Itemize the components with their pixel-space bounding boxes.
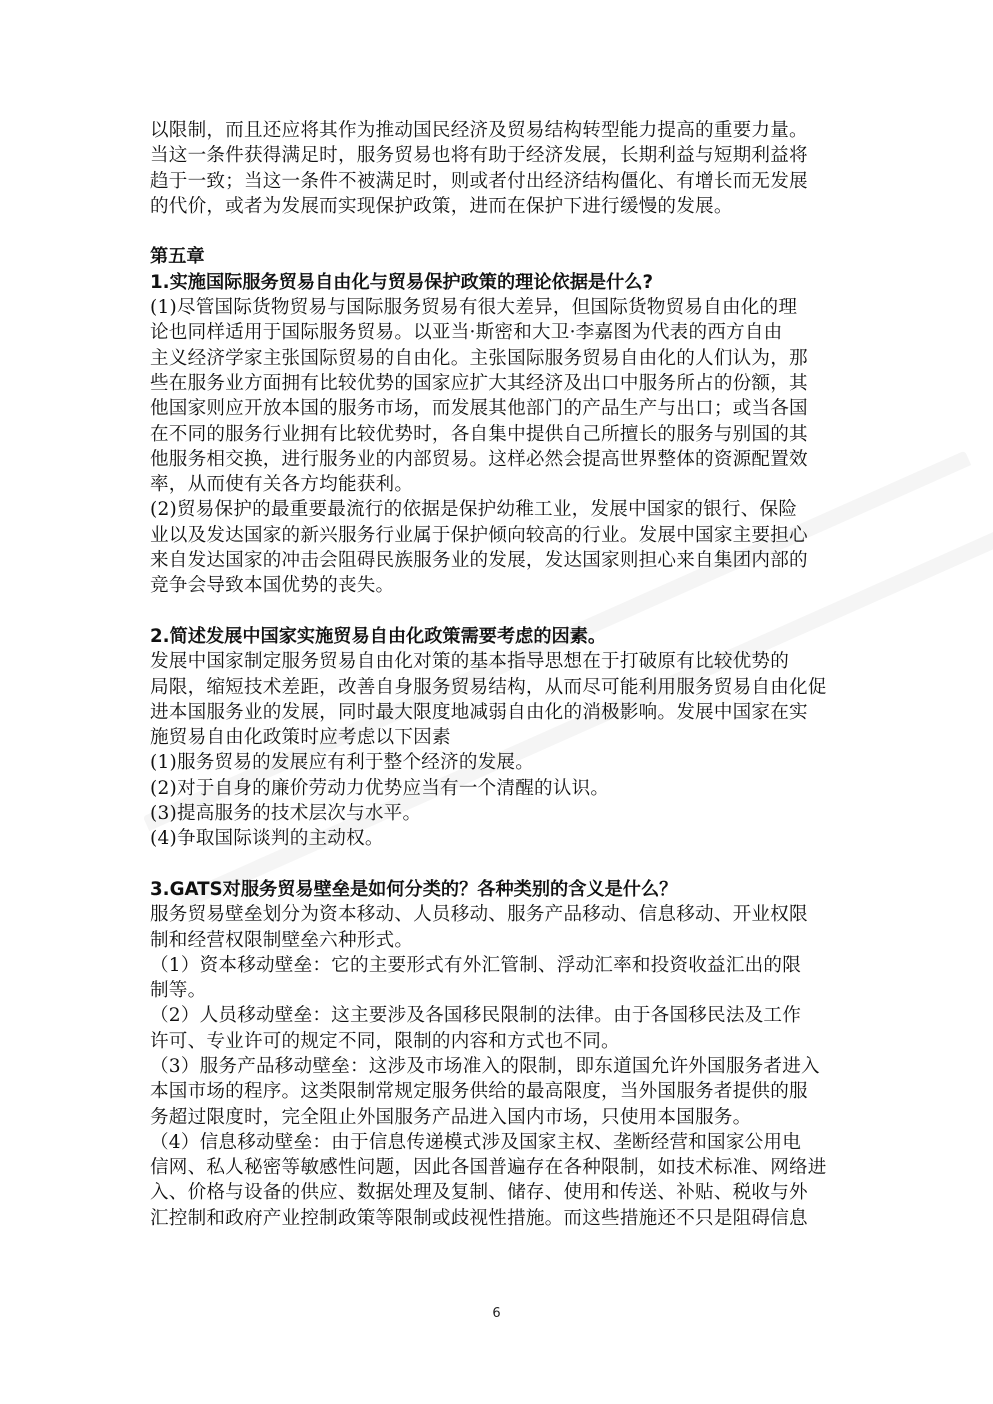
text-line: 许可、专业许可的规定不同，限制的内容和方式也不同。 — [150, 1030, 620, 1052]
text-line: （3）服务产品移动壁垒：这涉及市场准入的限制，即东道国允许外国服务者进入 — [150, 1055, 820, 1077]
text-line: （4）信息移动壁垒：由于信息传递模式涉及国家主权、垄断经营和国家公用电 — [150, 1131, 802, 1153]
question-3-title: 3.GATS对服务贸易壁垒是如何分类的？各种类别的含义是什么？ — [150, 878, 678, 900]
text-line: 发展中国家制定服务贸易自由化对策的基本指导思想在于打破原有比较优势的 — [150, 651, 789, 673]
text-line: 务超过限度时，完全阻止外国服务产品进入国内市场，只使用本国服务。 — [150, 1106, 752, 1128]
page-number: 6 — [492, 1306, 501, 1321]
spacer — [150, 852, 844, 877]
text-line: 的代价，或者为发展而实现保护政策，进而在保护下进行缓慢的发展。 — [150, 195, 733, 217]
text-line: 来自发达国家的冲击会阻碍民族服务业的发展，发达国家则担心来自集团内部的 — [150, 550, 808, 572]
text-line: 他国家则应开放本国的服务市场，而发展其他部门的产品生产与出口；或当各国 — [150, 398, 808, 420]
text-line: 制等。 — [150, 980, 207, 1002]
text-line: 些在服务业方面拥有比较优势的国家应扩大其经济及出口中服务所占的份额，其 — [150, 372, 808, 394]
text-line: (3)提高服务的技术层次与水平。 — [150, 803, 422, 825]
chapter-title: 第五章 — [150, 246, 205, 268]
text-line: （2）人员移动壁垒：这主要涉及各国移民限制的法律。由于各国移民法及工作 — [150, 1005, 802, 1027]
question-2-title: 2.简述发展中国家实施贸易自由化政策需要考虑的因素。 — [150, 625, 607, 647]
question-3-section — [150, 877, 844, 1231]
text-line: 在不同的服务行业拥有比较优势时，各自集中提供自己所擅长的服务与别国的其 — [150, 423, 808, 445]
page-content — [150, 118, 844, 1231]
text-line: (1)服务贸易的发展应有利于整个经济的发展。 — [150, 752, 535, 774]
text-line: 进本国服务业的发展，同时最大限度地减弱自由化的消极影响。发展中国家在实 — [150, 701, 808, 723]
text-line: (1)尽管国际货物贸易与国际服务贸易有很大差异，但国际货物贸易自由化的理 — [150, 297, 798, 319]
text-line: (4)争取国际谈判的主动权。 — [150, 828, 384, 850]
text-line: 制和经营权限制壁垒六种形式。 — [150, 929, 414, 951]
spacer — [150, 219, 844, 244]
question-2-section — [150, 624, 844, 852]
text-line: 入、价格与设备的供应、数据处理及复制、储存、使用和传送、补贴、税收与外 — [150, 1182, 808, 1204]
text-line: 服务贸易壁垒划分为资本移动、人员移动、服务产品移动、信息移动、开业权限 — [150, 904, 808, 926]
text-line: 率，从而使有关各方均能获利。 — [150, 474, 414, 496]
text-line: (2)贸易保护的最重要最流行的依据是保护幼稚工业，发展中国家的银行、保险 — [150, 499, 798, 521]
question-1-section — [150, 270, 844, 599]
intro-paragraph — [150, 118, 844, 219]
text-line: 他服务相交换，进行服务业的内部贸易。这样必然会提高世界整体的资源配置效 — [150, 448, 808, 470]
question-1-title: 1.实施国际服务贸易自由化与贸易保护政策的理论依据是什么? — [150, 271, 653, 293]
text-line: （1）资本移动壁垒：它的主要形式有外汇管制、浮动汇率和投资收益汇出的限 — [150, 954, 802, 976]
text-line: 竞争会导致本国优势的丧失。 — [150, 575, 395, 597]
spacer — [150, 599, 844, 624]
text-line: 趋于一致；当这一条件不被满足时，则或者付出经济结构僵化、有增长而无发展 — [150, 170, 808, 192]
text-line: (2)对于自身的廉价劳动力优势应当有一个清醒的认识。 — [150, 777, 610, 799]
text-line: 信网、私人秘密等敏感性问题，因此各国普遍存在各种限制，如技术标准、网络进 — [150, 1157, 827, 1179]
text-line: 施贸易自由化政策时应考虑以下因素 — [150, 727, 451, 749]
text-line: 汇控制和政府产业控制政策等限制或歧视性措施。而这些措施还不只是阻碍信息 — [150, 1207, 808, 1229]
text-line: 以限制，而且还应将其作为推动国民经济及贸易结构转型能力提高的重要力量。 — [150, 120, 808, 141]
text-line: 局限，缩短技术差距，改善自身服务贸易结构，从而尽可能利用服务贸易自由化促 — [150, 676, 827, 698]
text-line: 主义经济学家主张国际贸易的自由化。主张国际服务贸易自由化的人们认为，那 — [150, 347, 808, 369]
text-line: 本国市场的程序。这类限制常规定服务供给的最高限度，当外国服务者提供的服 — [150, 1081, 808, 1103]
text-line: 论也同样适用于国际服务贸易。以亚当·斯密和大卫·李嘉图为代表的西方自由 — [150, 322, 783, 344]
text-line: 当这一条件获得满足时，服务贸易也将有助于经济发展，长期利益与短期利益将 — [150, 145, 808, 167]
text-line: 业以及发达国家的新兴服务行业属于保护倾向较高的行业。发展中国家主要担心 — [150, 524, 808, 546]
